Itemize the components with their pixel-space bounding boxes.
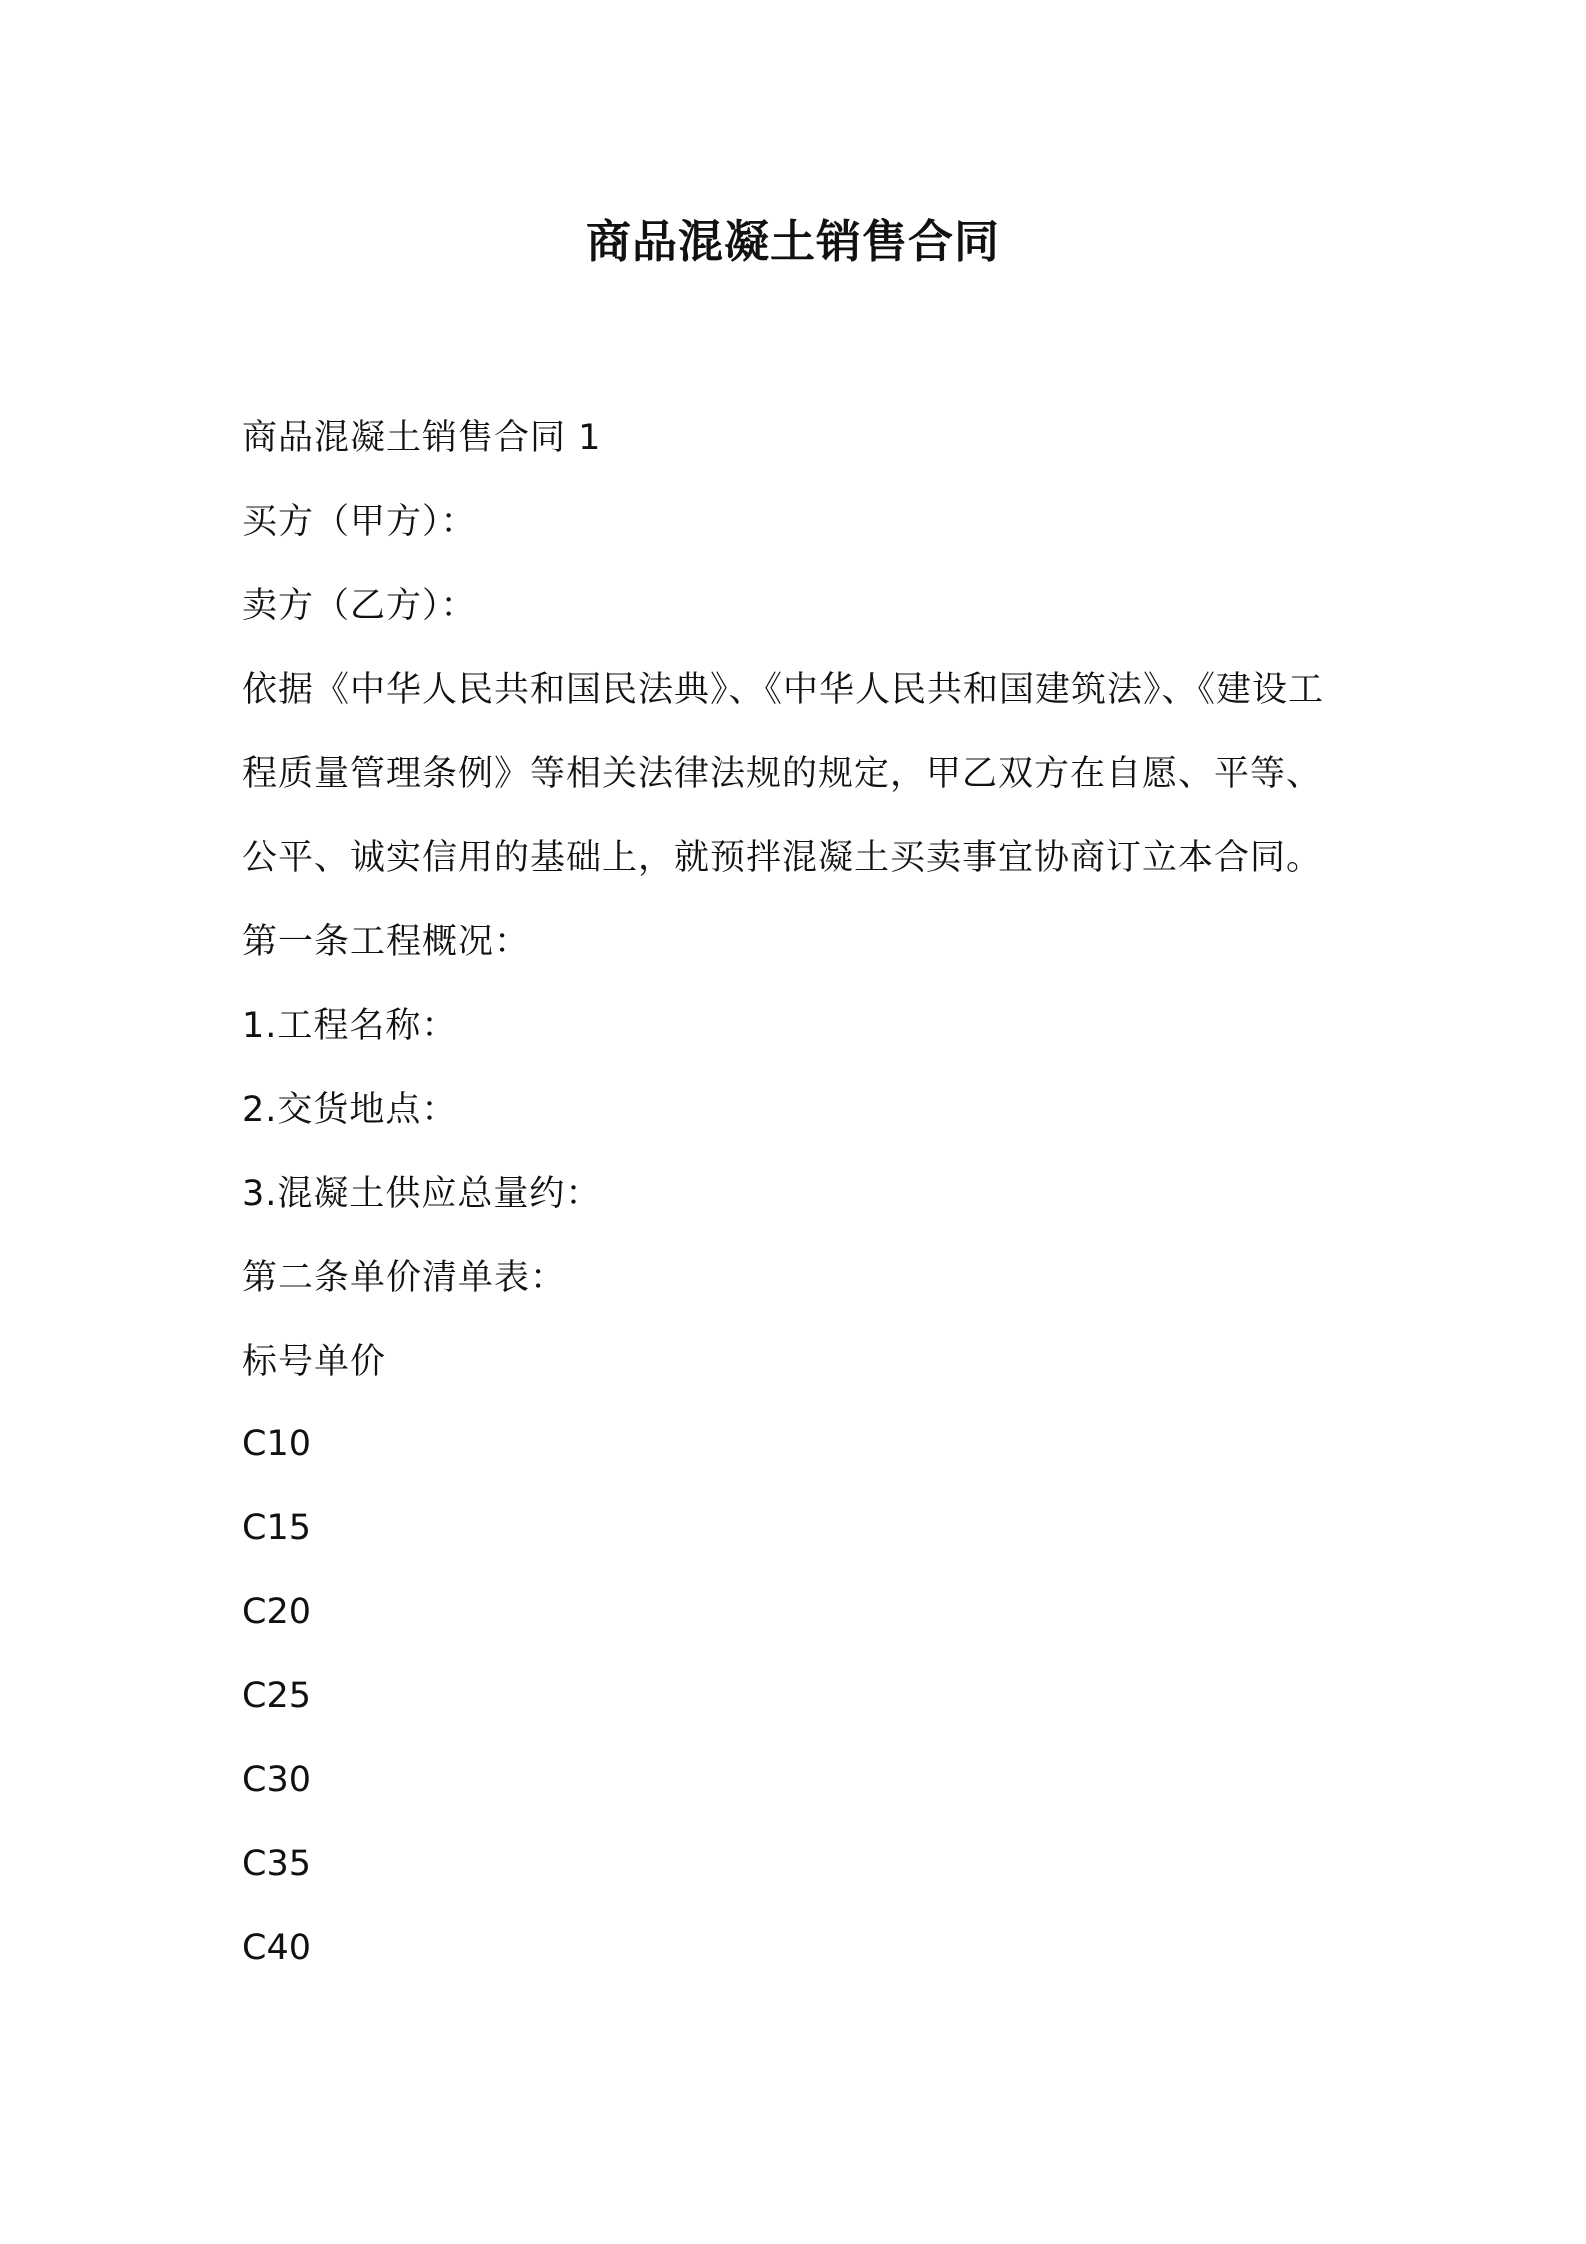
grade-item: C10 [242, 1424, 311, 1464]
article-2-heading: 第二条单价清单表： [242, 1258, 567, 1298]
contract-body [242, 408, 1362, 1416]
buyer-line: 买方（甲方）： [242, 502, 477, 542]
document-title: 商品混凝土销售合同 [585, 215, 1000, 268]
project-name-line: 1.工程名称： [242, 1006, 458, 1046]
supply-quantity-line: 3.混凝土供应总量约： [242, 1174, 602, 1214]
grade-item: C20 [242, 1592, 311, 1632]
article-1-heading: 第一条工程概况： [242, 922, 531, 962]
contract-subtitle: 商品混凝土销售合同 1 [242, 418, 602, 458]
grade-item: C40 [242, 1928, 311, 1968]
grade-item: C35 [242, 1844, 311, 1884]
grade-item: C30 [242, 1760, 311, 1800]
preamble-line-2: 程质量管理条例》等相关法律法规的规定，甲乙双方在自愿、平等、 [242, 754, 1323, 794]
grade-item: C25 [242, 1676, 311, 1716]
preamble-line-1: 依据《中华人民共和国民法典》、《中华人民共和国建筑法》、《建设工 [242, 670, 1325, 710]
grade-item: C15 [242, 1508, 311, 1548]
concrete-grade-list [242, 1414, 642, 2002]
preamble-line-3: 公平、诚实信用的基础上，就预拌混凝土买卖事宜协商订立本合同。 [242, 838, 1323, 878]
price-table-header: 标号单价 [242, 1342, 387, 1382]
seller-line: 卖方（乙方）： [242, 586, 477, 626]
delivery-location-line: 2.交货地点： [242, 1090, 458, 1130]
